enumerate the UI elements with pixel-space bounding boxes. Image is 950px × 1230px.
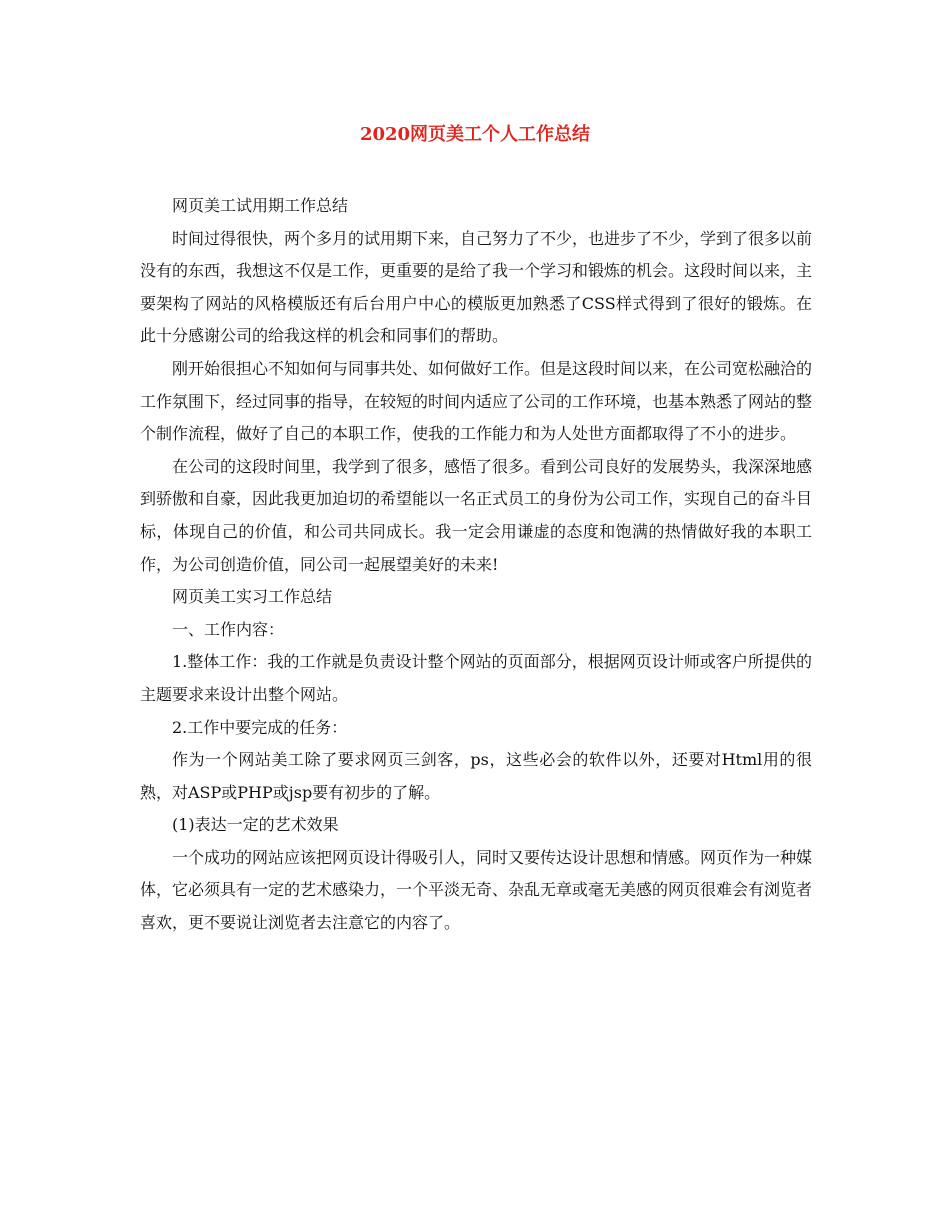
- paragraph: 刚开始很担心不知如何与同事共处、如何做好工作。但是这段时间以来，在公司宽松融洽的工作氛围下，经过同事的指导，在较短的时间内适应了公司的工作环境，也基本熟悉了网站的整个制作流程，做好了自己的本职工作，使我的工作能力和为人处世方面都取得了不小的进步。: [140, 358, 813, 444]
- paragraph-heading-internship: 网页美工实习工作总结: [172, 587, 333, 607]
- subsection-heading: (1)表达一定的艺术效果: [172, 815, 339, 835]
- paragraph: 作为一个网站美工除了要求网页三剑客，ps，这些必会的软件以外，还要对Html用的很熟，对ASP或PHP或jsp要有初步的了解。: [140, 750, 812, 802]
- document-title: 2020网页美工个人工作总结: [359, 124, 591, 145]
- paragraph: 时间过得很快，两个多月的试用期下来，自己努力了不少，也进步了不少，学到了很多以前没有的东西，我想这不仅是工作，更重要的是给了我一个学习和锻炼的机会。这段时间以来，主要架构了网站的风格模版还有后台用户中心的模版更加熟悉了CSS样式得到了很好的锻炼。在此十分感谢公司的给我这样的机会和同事们的帮助。: [140, 228, 813, 346]
- paragraph-heading-probation: 网页美工试用期工作总结: [172, 196, 349, 215]
- paragraph: 一个成功的网站应该把网页设计得吸引人，同时又要传达设计思想和情感。网页作为一种媒体，它必须具有一定的艺术感染力，一个平淡无奇、杂乱无章或毫无美感的网页很难会有浏览者喜欢，更不要说让浏览者去注意它的内容了。: [140, 847, 813, 933]
- section-heading: 一、工作内容：: [172, 619, 285, 639]
- subsection-heading: 2.工作中要完成的任务：: [172, 717, 348, 737]
- document-body: [140, 190, 812, 940]
- paragraph: 在公司的这段时间里，我学到了很多，感悟了很多。看到公司良好的发展势头，我深深地感到骄傲和自豪，因此我更加迫切的希望能以一名正式员工的身份为公司工作，实现自己的奋斗目标，体现自己的价值，和公司共同成长。我一定会用谦虚的态度和饱满的热情做好我的本职工作，为公司创造价值，同公司一起展望美好的未来!: [140, 456, 813, 574]
- paragraph: 1.整体工作：我的工作就是负责设计整个网站的页面部分，根据网页设计师或客户所提供的主题要求来设计出整个网站。: [140, 652, 812, 704]
